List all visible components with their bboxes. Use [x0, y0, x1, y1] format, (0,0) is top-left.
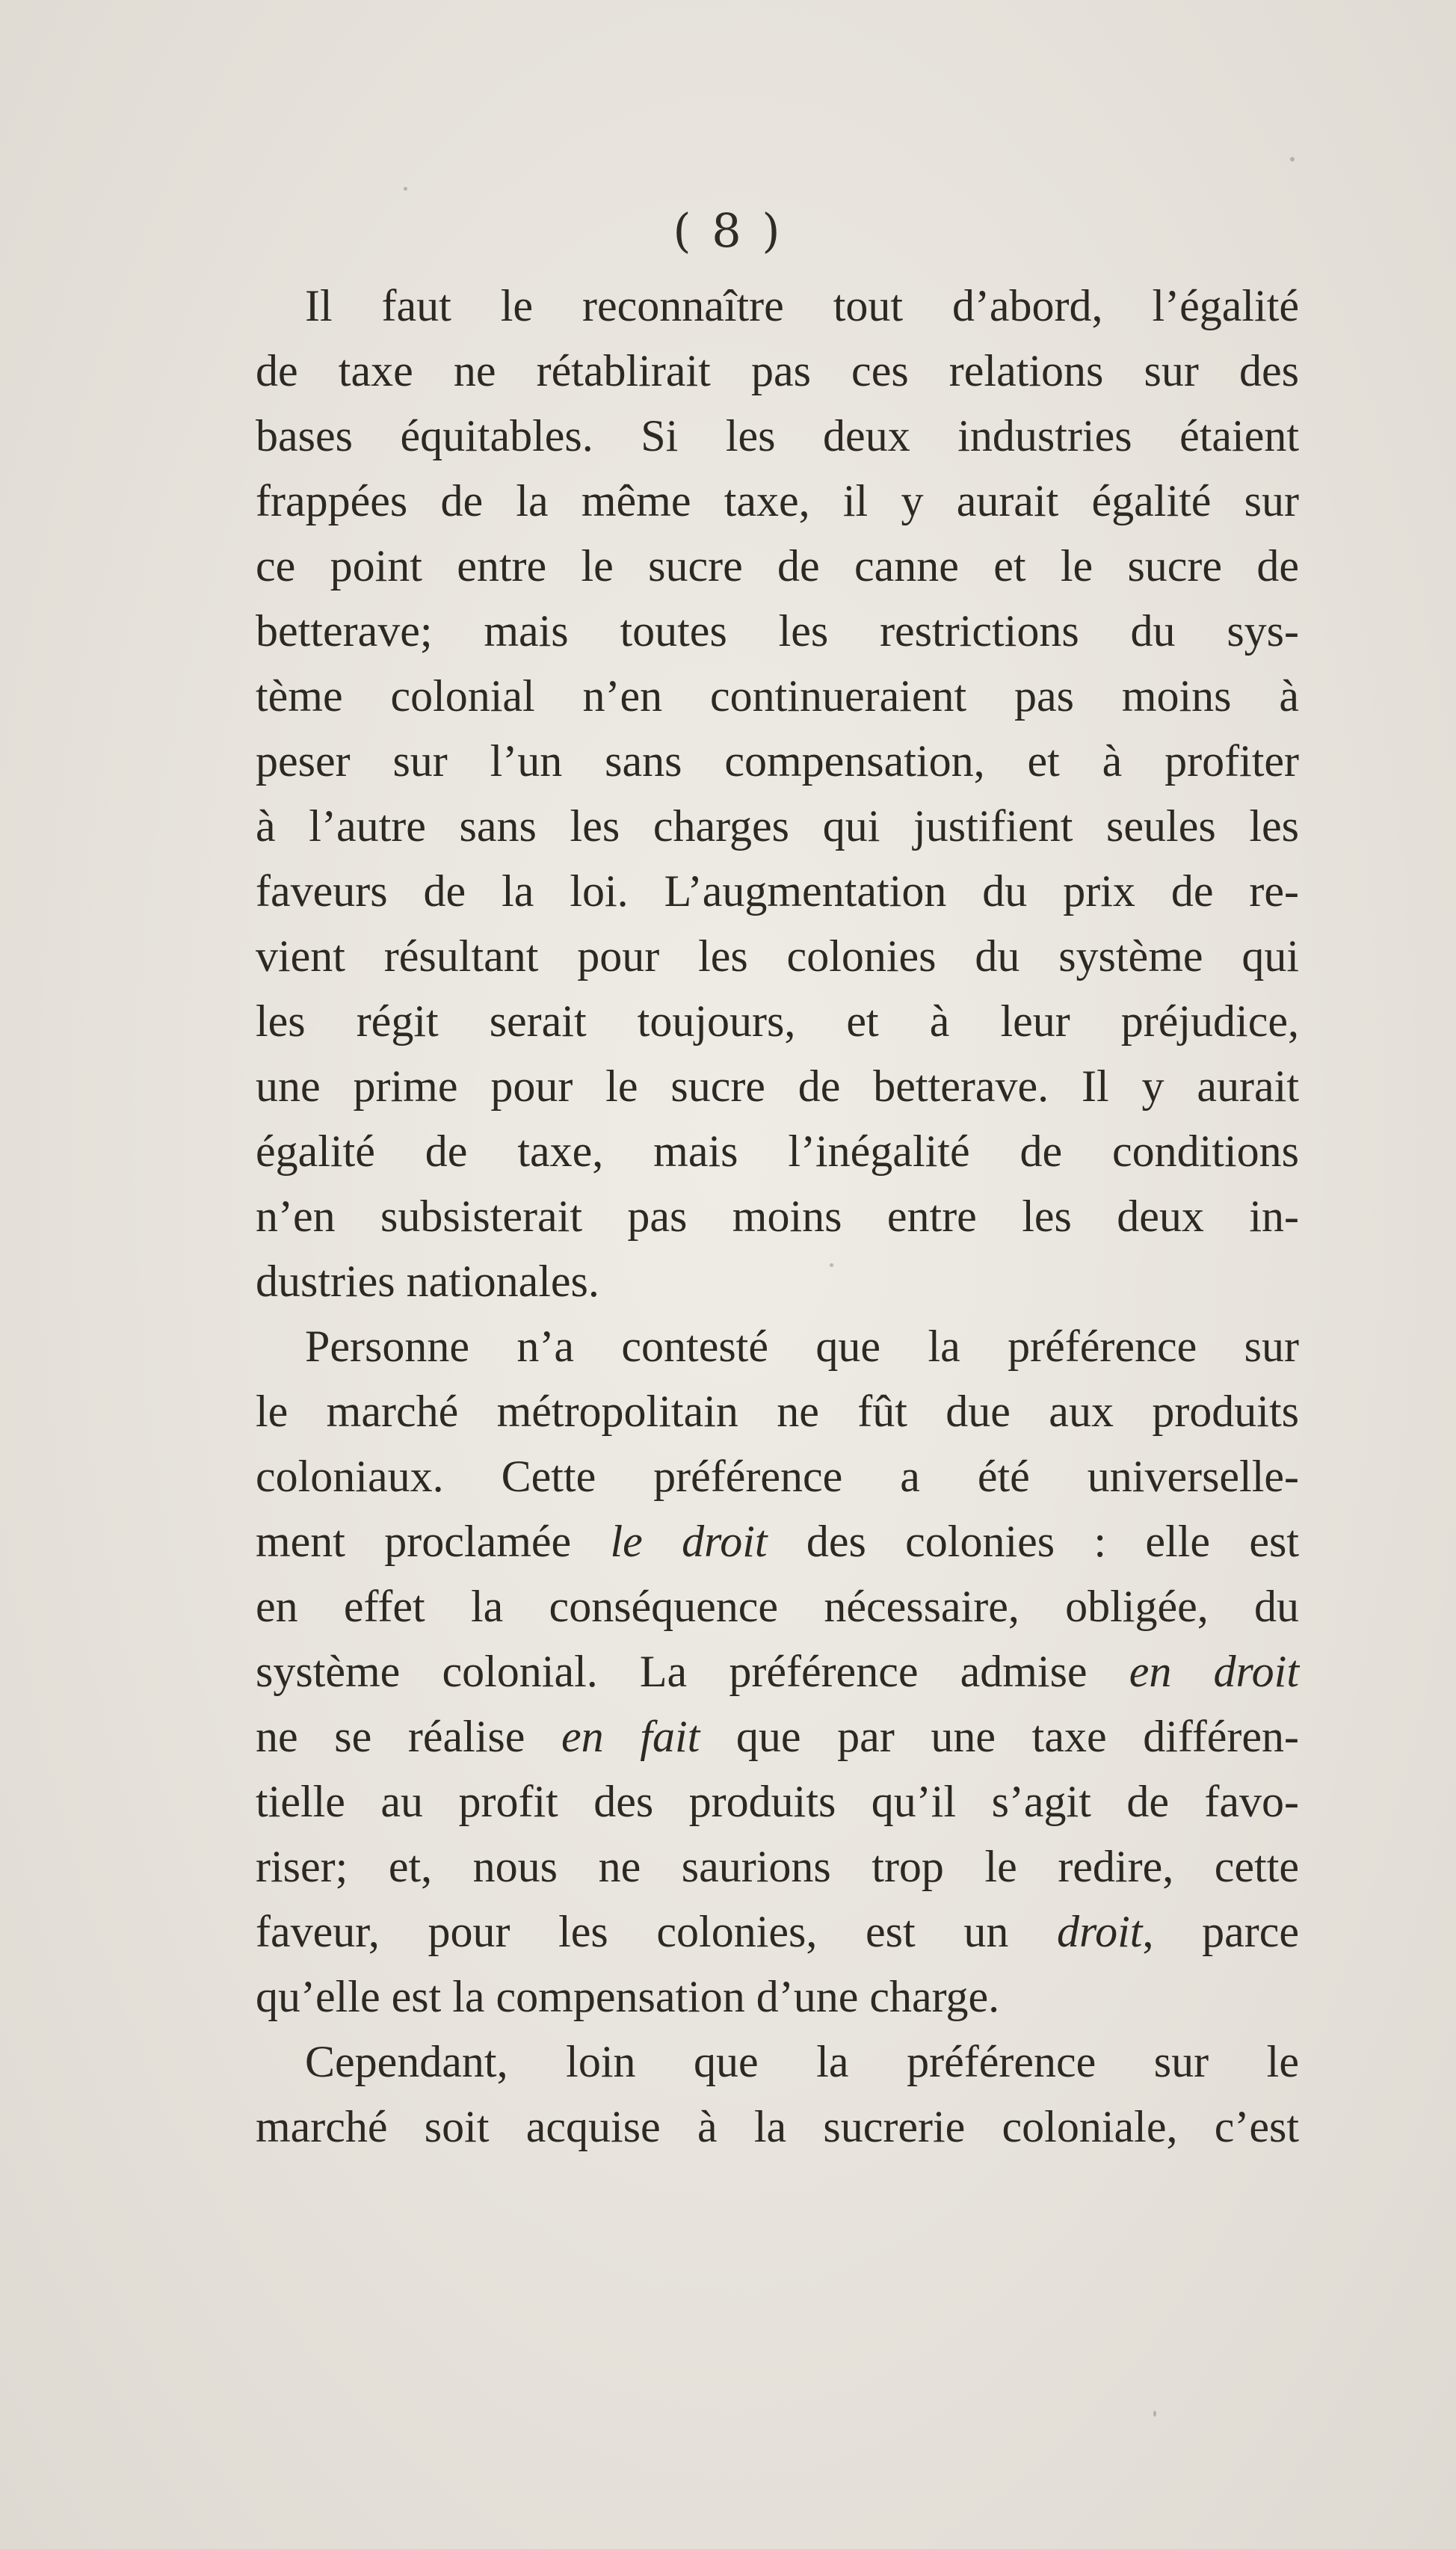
text-segment: faveur, pour les colonies, est un	[256, 1907, 1057, 1956]
text-line: frappées de la même taxe, il y aurait égalité sur	[256, 476, 1299, 525]
text-line: tème colonial n’en continueraient pas moins à	[256, 671, 1299, 721]
text-segment: que par une taxe différen-	[700, 1712, 1299, 1761]
italic-phrase: le droit	[610, 1517, 768, 1566]
paper-speck	[404, 187, 407, 191]
text-line: de taxe ne rétablirait pas ces relations sur des	[256, 346, 1299, 395]
text-line: Cependant, loin que la préférence sur le	[305, 2037, 1299, 2086]
italic-phrase: en droit	[1129, 1647, 1299, 1696]
text-line: tielle au profit des produits qu’il s’agit de favo-	[256, 1777, 1299, 1826]
text-line: vient résultant pour les colonies du système qui	[256, 931, 1299, 981]
italic-phrase: droit	[1057, 1907, 1143, 1956]
text-line: Il faut le reconnaître tout d’abord, l’égalité	[305, 281, 1299, 330]
text-line: marché soit acquise à la sucrerie coloniale, c’est	[256, 2102, 1299, 2151]
paragraph	[256, 1314, 1299, 2029]
text-line: une prime pour le sucre de betterave. Il y aurait	[256, 1061, 1299, 1111]
text-line: le marché métropolitain ne fût due aux produits	[256, 1387, 1299, 1436]
text-segment: des colonies : elle est	[767, 1517, 1299, 1566]
text-line: en effet la conséquence nécessaire, obligée, du	[256, 1582, 1299, 1631]
text-line: n’en subsisterait pas moins entre les deux in-	[256, 1192, 1299, 1241]
paragraph	[256, 2029, 1299, 2160]
italic-phrase: en fait	[561, 1712, 700, 1761]
text-line	[256, 1509, 1299, 1574]
text-line: dustries nationales.	[256, 1257, 599, 1306]
text-line	[256, 1899, 1299, 1964]
text-line: Personne n’a contesté que la préférence sur	[305, 1322, 1299, 1371]
text-line: riser; et, nous ne saurions trop le redire, cette	[256, 1842, 1299, 1891]
text-line: coloniaux. Cette préférence a été universelle-	[256, 1452, 1299, 1501]
paragraph	[256, 274, 1299, 1314]
text-segment: système colonial. La préférence admise	[256, 1647, 1129, 1696]
text-line	[256, 1704, 1299, 1769]
paper-speck	[1290, 157, 1295, 161]
paper-speck	[1153, 2411, 1156, 2417]
paper-speck	[830, 1263, 833, 1267]
text-line: qu’elle est la compensation d’une charge.	[256, 1972, 1000, 2021]
text-line	[256, 1639, 1299, 1704]
text-segment: , parce	[1142, 1907, 1299, 1956]
text-line: à l’autre sans les charges qui justifient seules les	[256, 801, 1299, 851]
text-line: faveurs de la loi. L’augmentation du prix de re-	[256, 866, 1299, 916]
text-line: bases équitables. Si les deux industries étaient	[256, 411, 1299, 460]
text-segment: ne se réalise	[256, 1712, 562, 1761]
text-line: ce point entre le sucre de canne et le sucre de	[256, 541, 1299, 591]
page-number: ( 8 )	[673, 203, 783, 258]
text-line: égalité de taxe, mais l’inégalité de conditions	[256, 1126, 1299, 1176]
body-text	[256, 274, 1299, 2160]
text-segment: ment proclamée	[256, 1517, 611, 1566]
text-line: les régit serait toujours, et à leur préjudice,	[256, 996, 1299, 1046]
text-line: peser sur l’un sans compensation, et à profiter	[256, 736, 1299, 786]
text-line: betterave; mais toutes les restrictions du sys-	[256, 606, 1299, 656]
